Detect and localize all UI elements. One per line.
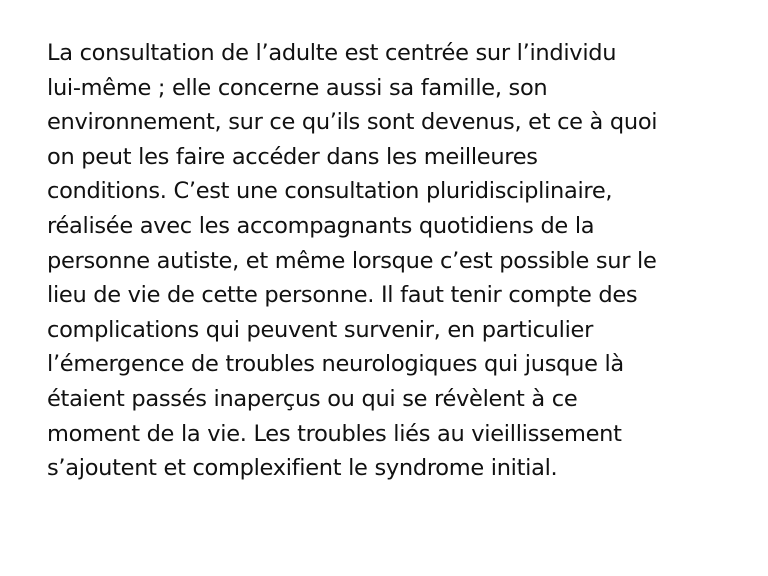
text-line: moment de la vie. Les troubles liés au vieillissement: [47, 420, 622, 447]
text-line: conditions. C’est une consultation pluridisciplinaire,: [47, 178, 613, 205]
text-line: l’émergence de troubles neurologiques qui jusque là: [47, 351, 624, 378]
text-line: réalisée avec les accompagnants quotidiens de la: [47, 212, 595, 239]
text-line: lieu de vie de cette personne. Il faut tenir compte des: [47, 282, 638, 309]
text-line: lui-même ; elle concerne aussi sa famille, son: [47, 74, 548, 101]
text-line: personne autiste, et même lorsque c’est possible sur le: [47, 247, 657, 274]
body-paragraph: [47, 36, 747, 486]
text-line: on peut les faire accéder dans les meilleures: [47, 143, 538, 170]
text-line: La consultation de l’adulte est centrée sur l’individu: [47, 40, 617, 66]
text-line: complications qui peuvent survenir, en particulier: [47, 316, 594, 343]
text-line: s’ajoutent et complexifient le syndrome initial.: [47, 455, 558, 482]
text-line: étaient passés inaperçus ou qui se révèlent à ce: [47, 385, 578, 412]
text-line: environnement, sur ce qu’ils sont devenus, et ce à quoi: [47, 109, 658, 136]
